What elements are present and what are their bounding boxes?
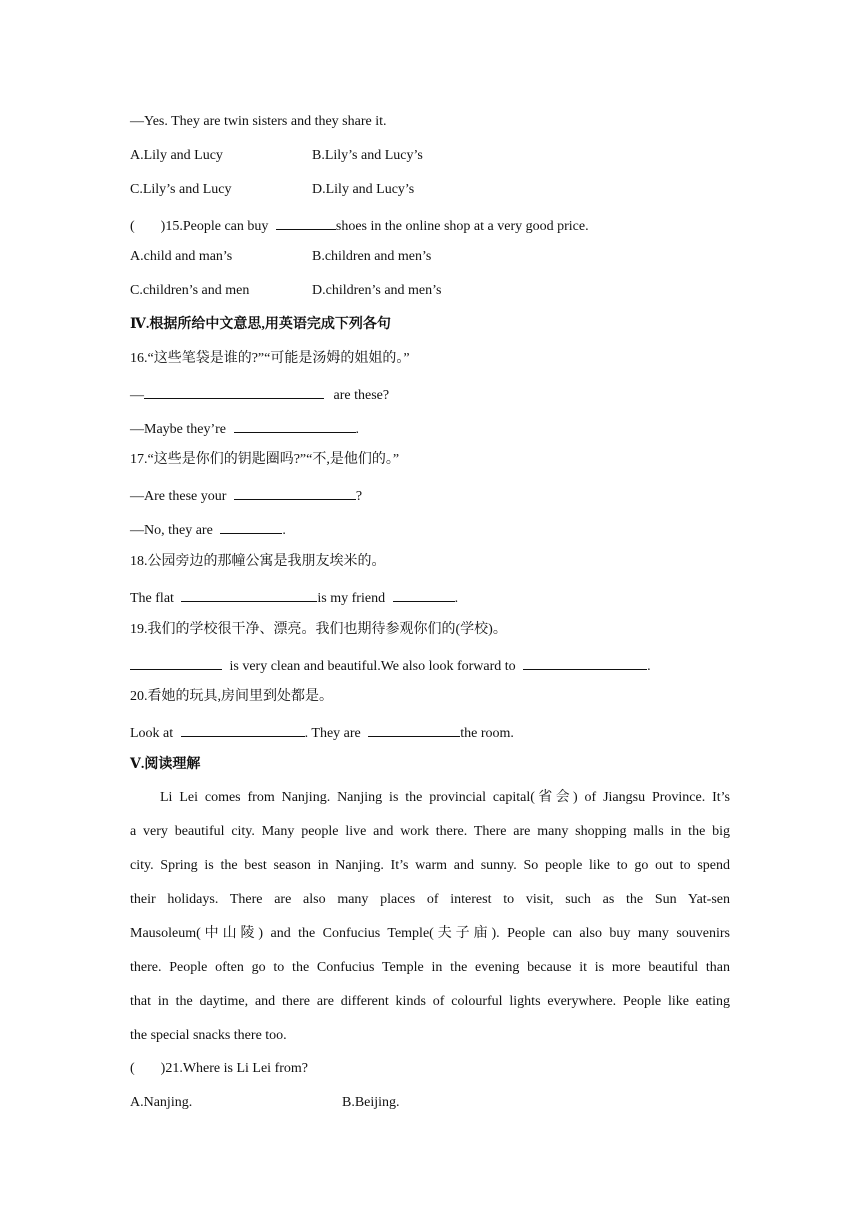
q17-blank-2[interactable] xyxy=(220,519,282,534)
q21-stem-text: )21.Where is Li Lei from? xyxy=(160,1061,308,1076)
q18-prefix: The flat xyxy=(130,591,174,606)
q20-blank-2[interactable] xyxy=(368,722,460,737)
q18-blank-2[interactable] xyxy=(393,587,455,602)
q15-option-c: C.children’s and men xyxy=(130,283,250,298)
q15-options-row-2 xyxy=(130,282,442,300)
q15-stem xyxy=(130,215,589,233)
q14-answer-line: —Yes. They are twin sisters and they share it. xyxy=(130,114,387,129)
q18-blank-1[interactable] xyxy=(181,587,317,602)
q14-option-b: B.Lily’s and Lucy’s xyxy=(312,148,423,163)
q14-option-a: A.Lily and Lucy xyxy=(130,148,223,163)
q18-line xyxy=(130,587,458,605)
q19-suffix: . xyxy=(647,659,651,674)
q14-options-row-2 xyxy=(130,181,415,199)
q16-line-2 xyxy=(130,418,359,436)
q17-line-2-prefix: —No, they are xyxy=(130,523,213,538)
q19-middle: is very clean and beautiful.We also look forward to xyxy=(229,659,516,674)
q15-option-a: A.child and man’s xyxy=(130,249,233,264)
q16-line-1 xyxy=(130,384,389,402)
section-5-heading: Ⅴ.阅读理解 xyxy=(130,757,201,772)
q21-options-row-1 xyxy=(130,1094,400,1112)
q20-blank-1[interactable] xyxy=(181,722,305,737)
passage-line: the special snacks there too. xyxy=(130,1028,287,1043)
q15-option-b: B.children and men’s xyxy=(312,249,432,264)
passage-line: city. Spring is the best season in Nanjing. It’s warm and sunny. So people like to go out to spend xyxy=(130,858,730,873)
q20-prefix: Look at xyxy=(130,726,174,741)
q14-option-d: D.Lily and Lucy’s xyxy=(312,182,415,197)
passage-line: there. People often go to the Confucius Temple in the evening because it is more beautiful than xyxy=(130,960,730,975)
q19-blank-2[interactable] xyxy=(523,655,647,670)
q17-line-1-suffix: ? xyxy=(355,489,363,504)
q21-paren-open: ( xyxy=(130,1061,135,1076)
section-4-heading: Ⅳ.根据所给中文意思,用英语完成下列各句 xyxy=(130,317,391,332)
q17-line-1-prefix: —Are these your xyxy=(130,489,227,504)
q19-line xyxy=(130,655,651,673)
q20-middle: . They are xyxy=(304,726,361,741)
q16-line-2-suffix: . xyxy=(355,422,360,437)
q15-option-d: D.children’s and men’s xyxy=(312,283,442,298)
q18-chinese: 18.公园旁边的那幢公寓是我朋友埃米的。 xyxy=(130,554,386,569)
passage-line: their holidays. There are also many places of interest to visit, such as the Sun Yat-sen xyxy=(130,892,730,907)
q20-line xyxy=(130,722,514,740)
q17-line-2-suffix: . xyxy=(282,523,286,538)
q16-blank-1[interactable] xyxy=(144,384,324,399)
q15-stem-rest: shoes in the online shop at a very good price. xyxy=(335,219,589,234)
q18-suffix: . xyxy=(454,591,459,606)
q20-suffix: the room. xyxy=(460,726,514,741)
q16-line-2-prefix: —Maybe they’re xyxy=(130,422,227,437)
q15-options-row-1 xyxy=(130,248,432,266)
q14-option-c: C.Lily’s and Lucy xyxy=(130,182,232,197)
q21-option-a: A.Nanjing. xyxy=(130,1095,193,1110)
q19-blank-1[interactable] xyxy=(130,655,222,670)
passage-line: a very beautiful city. Many people live and work there. There are many shopping malls in the big xyxy=(130,824,730,839)
reading-passage xyxy=(130,781,730,1053)
q14-options-row-1 xyxy=(130,147,423,165)
q21-option-b: B.Beijing. xyxy=(342,1095,400,1110)
q15-stem-prefix: )15.People can buy xyxy=(160,219,269,234)
passage-line: that in the daytime, and there are different kinds of colourful lights everywhere. People like eating xyxy=(130,994,730,1009)
q15-blank[interactable] xyxy=(276,215,336,230)
q20-chinese: 20.看她的玩具,房间里到处都是。 xyxy=(130,689,333,704)
q17-line-1 xyxy=(130,485,362,503)
q17-line-2 xyxy=(130,519,286,537)
passage-line: Li Lei comes from Nanjing. Nanjing is the provincial capital(省会) of Jiangsu Province. It’s xyxy=(160,790,730,805)
q16-blank-2[interactable] xyxy=(234,418,356,433)
q18-middle: is my friend xyxy=(317,591,386,606)
q21-stem xyxy=(130,1060,308,1078)
q15-paren-open: ( xyxy=(130,219,135,234)
q16-chinese: 16.“这些笔袋是谁的?”“可能是汤姆的姐姐的。” xyxy=(130,351,410,366)
q17-blank-1[interactable] xyxy=(234,485,356,500)
q16-line-1-prefix: — xyxy=(130,388,144,403)
q17-chinese: 17.“这些是你们的钥匙圈吗?”“不,是他们的。” xyxy=(130,452,400,467)
q19-chinese: 19.我们的学校很干净、漂亮。我们也期待参观你们的(学校)。 xyxy=(130,622,507,637)
q16-line-1-suffix: are these? xyxy=(333,388,390,403)
passage-line: Mausoleum(中山陵) and the Confucius Temple(夫子庙). People can also buy many souvenirs xyxy=(130,926,730,941)
